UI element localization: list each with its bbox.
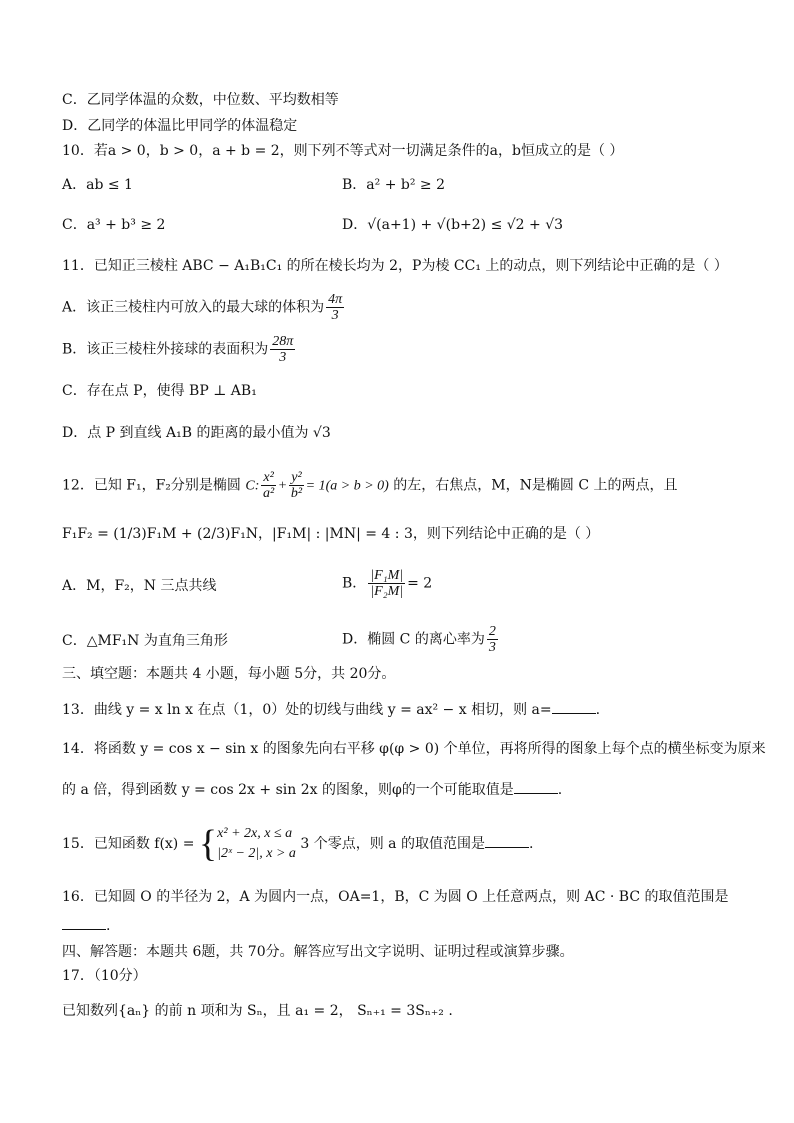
fraction [326, 292, 344, 323]
fraction-denominator: a² [262, 486, 275, 501]
question-14-line2: 的 a 倍，得到函数 y = cos 2x + sin 2x 的图象，则φ的一个可能取值是 . [62, 779, 562, 800]
option-c-q9: C．乙同学体温的众数，中位数、平均数相等 [62, 92, 339, 108]
q10-option-b: B．a² + b² ≥ 2 [342, 177, 445, 193]
q12-option-d-text: D．椭圆 C 的离心率为 [342, 631, 485, 648]
answer-blank[interactable] [514, 779, 558, 794]
q12-option-b [342, 568, 432, 599]
q13-text: 13．曲线 y = x ln x 在点（1，0）处的切线与曲线 y = ax² − x 相切，则 a= [62, 702, 552, 718]
question-12: 12．已知 F₁，F₂分别是椭圆 C: $\frac{\text{x²}}{\text{a²}}$ + $\frac{\text{y²}}{\text{b²}}$ = 1(a > b > 0) 的左，右焦点，M，N是椭圆 C 上的两点，且 [62, 470, 678, 501]
question-11: 11．已知正三棱柱 ABC − A₁B₁C₁ 的所在棱长均为 2，P为棱 CC₁ 上的动点，则下列结论中正确的是（ ） [62, 258, 728, 274]
fraction-denominator: 3 [279, 350, 287, 365]
q11-option-b-text: B．该正三棱柱外接球的表面积为 [62, 341, 269, 358]
q14-text: 的 a 倍，得到函数 y = cos 2x + sin 2x 的图象，则φ的一个可能取值是 [62, 782, 514, 798]
q11-option-c: C．存在点 P，使得 BP ⊥ AB₁ [62, 383, 257, 399]
question-13: 13．曲线 y = x ln x 在点（1，0）处的切线与曲线 y = ax² − x 相切，则 a= . [62, 699, 600, 720]
q11-option-d: D．点 P 到直线 A₁B 的距离的最小值为 √3 [62, 425, 331, 441]
section-four-heading: 四、解答题：本题共 6题，共 70分。解答应写出文字说明、证明过程或演算步骤。 [62, 944, 574, 960]
q12-option-c: C．△MF₁N 为直角三角形 [62, 633, 228, 649]
q10-option-c: C．a³ + b³ ≥ 2 [62, 217, 166, 233]
q12-lead: 12．已知 F₁，F₂分别是椭圆 [62, 477, 241, 494]
fraction-numerator: 28π [272, 334, 294, 349]
fraction-numerator: 4π [328, 292, 343, 307]
question-17-body: 已知数列{aₙ} 的前 n 项和为 Sₙ，且 a₁ = 2， Sₙ₊₁ = 3Sₙ₊₂ . [62, 1003, 453, 1019]
q11-option-a-text: A．该正三棱柱内可放入的最大球的体积为 [62, 299, 325, 316]
q10-option-a: A．ab ≤ 1 [62, 177, 133, 193]
q15-lead: 15．已知函数 f(x) = [62, 836, 195, 852]
fraction [261, 470, 275, 501]
piece-row-2: |2ˣ − 2|, x > a [217, 845, 296, 861]
option-d-q9: D．乙同学的体温比甲同学的体温稳定 [62, 118, 298, 134]
q12-option-d [342, 624, 500, 655]
q12-option-b-value: = 2 [407, 575, 433, 592]
fraction-denominator: |F₂M| [370, 584, 404, 599]
fraction [368, 568, 405, 599]
fraction-numerator: 2 [488, 624, 496, 639]
answer-blank[interactable] [552, 699, 596, 714]
question-16: 16．已知圆 O 的半径为 2，A 为圆内一点，OA=1，B，C 为圆 O 上任意两点，则 AC · BC 的取值范围是 [62, 889, 729, 905]
question-10: 10．若a > 0，b > 0，a + b = 2，则下列不等式对一切满足条件的a，b恒成立的是（ ） [62, 143, 624, 159]
question-14-line1: 14．将函数 y = cos x − sin x 的图象先向右平移 φ(φ > 0) 个单位，再将所得的图象上每个点的横坐标变为原来 [62, 741, 766, 757]
question-15: 15．已知函数 f(x) = { x² + 2x, x ≤ a |2ˣ − 2|, x > a 3 个零点，则 a 的取值范围是 . [62, 822, 534, 865]
ellipse-label: C: [245, 478, 260, 494]
fraction-denominator: b² [290, 486, 303, 501]
fraction-denominator: 3 [488, 640, 496, 655]
fraction-numerator: |F₁M| [370, 568, 404, 583]
q12-condition: F₁F₂ = (1/3)F₁M + (2/3)F₁N，|F₁M| : |MN| = 4 : 3，则下列结论中正确的是（ ） [62, 526, 600, 542]
fraction [270, 334, 295, 365]
fraction-numerator: x² [263, 470, 274, 485]
q15-tail: 3 个零点，则 a 的取值范围是 [300, 836, 485, 852]
fraction [289, 470, 303, 501]
fraction-numerator: y² [291, 470, 302, 485]
question-16-blank-line: . [62, 915, 110, 936]
q11-option-a [62, 292, 346, 323]
question-17-heading: 17．（10分） [62, 968, 147, 984]
piecewise-function [199, 822, 296, 866]
q12-option-a: A．M，F₂，N 三点共线 [62, 578, 217, 594]
q12-tail: 的左，右焦点，M，N是椭圆 C 上的两点，且 [393, 477, 678, 494]
q10-option-d: D．√(a+1) + √(b+2) ≤ √2 + √3 [342, 217, 564, 233]
q11-option-b [62, 334, 297, 365]
section-three-heading: 三、填空题：本题共 4 小题，每小题 5分，共 20分。 [62, 666, 396, 682]
piece-row-1: x² + 2x, x ≤ a [217, 825, 293, 841]
left-brace: { [198, 822, 218, 865]
answer-blank[interactable] [485, 833, 529, 848]
q12-option-b-label: B． [342, 575, 367, 592]
fraction-denominator: 3 [331, 308, 339, 323]
fraction [487, 624, 498, 655]
answer-blank[interactable] [62, 915, 106, 930]
